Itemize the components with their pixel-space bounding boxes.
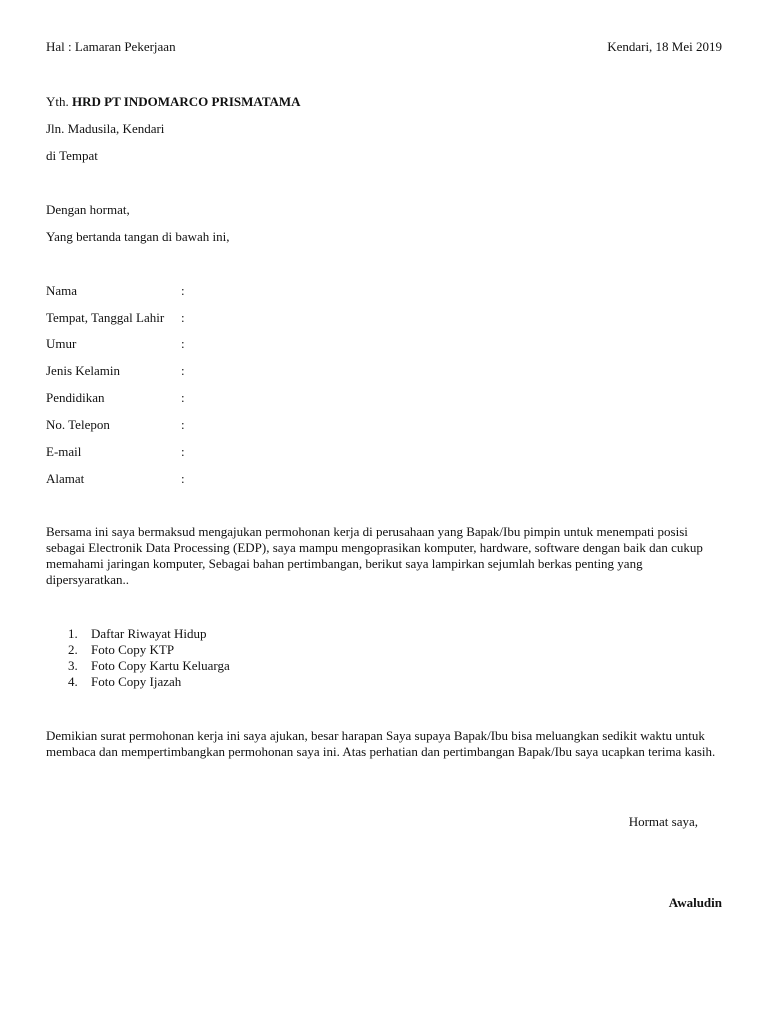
- field-colon: :: [181, 283, 185, 298]
- body-paragraph: Bersama ini saya bermaksud mengajukan permohonan kerja di perusahaan yang Bapak/Ibu pimpin untuk menempati posisi sebagai Electronik Data Processing (EDP), saya mampu mengoprasikan komputer, hardware, software dengan baik dan cukup memahami jaringan komputer, Sebagai bahan pertimbangan, berikut saya lampirkan sejumlah berkas penting yang dipersyaratkan..: [46, 524, 703, 587]
- field-colon: :: [181, 390, 185, 405]
- greeting: Dengan hormat,: [46, 202, 130, 217]
- field-label: E-mail: [46, 444, 82, 459]
- signature-name: Awaludin: [668, 895, 722, 910]
- recipient-location: di Tempat: [46, 148, 98, 163]
- list-item: Foto Copy KTP: [91, 642, 175, 657]
- list-item: Daftar Riwayat Hidup: [91, 626, 207, 641]
- field-colon: :: [181, 363, 185, 378]
- recipient-line: [46, 94, 301, 110]
- recipient-address: Jln. Madusila, Kendari: [46, 121, 165, 136]
- field-label: Umur: [46, 336, 77, 351]
- letter-subject: Hal : Lamaran Pekerjaan: [46, 39, 176, 54]
- letter-date: Kendari, 18 Mei 2019: [607, 39, 722, 54]
- field-colon: :: [181, 336, 185, 351]
- field-label: Alamat: [46, 471, 85, 486]
- closing-paragraph: Demikian surat permohonan kerja ini saya ajukan, besar harapan Saya supaya Bapak/Ibu bisa meluangkan sedikit waktu untuk membaca dan mempertimbangkan permohonan saya ini. Atas perhatian dan pertimbangan Bapak/Ibu saya ucapkan terima kasih.: [46, 728, 716, 759]
- field-colon: :: [181, 310, 185, 325]
- signature-closing: Hormat saya,: [628, 814, 698, 829]
- recipient-prefix: Yth.: [46, 94, 69, 109]
- field-label: Pendidikan: [46, 390, 105, 405]
- list-item-number: 3.: [68, 658, 78, 673]
- field-colon: :: [181, 444, 185, 459]
- intro-text: Yang bertanda tangan di bawah ini,: [46, 229, 230, 244]
- field-colon: :: [181, 471, 185, 486]
- list-item-number: 2.: [68, 642, 78, 657]
- list-item: Foto Copy Kartu Keluarga: [91, 658, 230, 673]
- list-item: Foto Copy Ijazah: [91, 674, 182, 689]
- field-label: No. Telepon: [46, 417, 110, 432]
- list-item-number: 4.: [68, 674, 78, 689]
- field-label: Nama: [46, 283, 78, 298]
- list-item-number: 1.: [68, 626, 78, 641]
- field-colon: :: [181, 417, 185, 432]
- field-label: Jenis Kelamin: [46, 363, 121, 378]
- field-label: Tempat, Tanggal Lahir: [46, 310, 165, 325]
- recipient-name: HRD PT INDOMARCO PRISMATAMA: [72, 94, 301, 109]
